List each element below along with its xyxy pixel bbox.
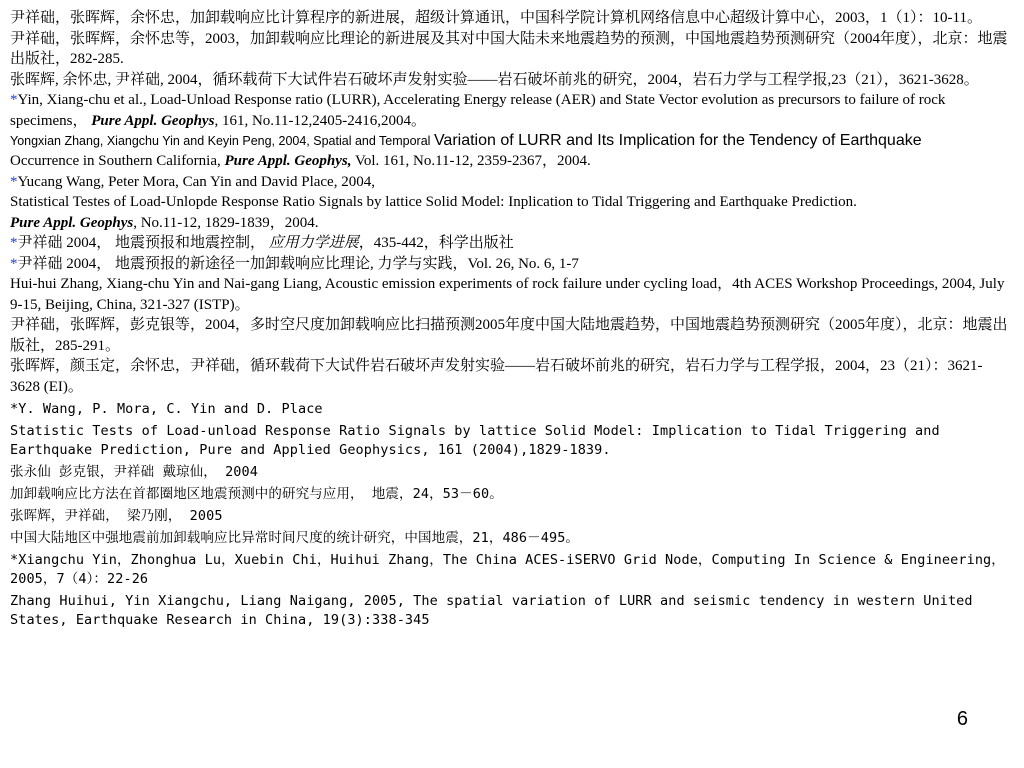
reference-title: Statistical Testes of Load-Unlopde Response Ratio Signals by lattice Solid Model: Inplication to Tidal Triggering and Earthquake Prediction.	[10, 194, 857, 210]
reference-item	[10, 422, 1010, 460]
reference-item	[10, 507, 1010, 526]
highlight-star: *	[10, 255, 18, 272]
reference-text: Hui-hui Zhang, Xiang-chu Yin and Nai-gang Liang, Acoustic emission experiments of rock failure under cycling load，4th ACES Workshop Proceedings, 2004, July 9-15, Beijing, China, 321-327 (ISTP)。	[10, 276, 1005, 313]
reference-text: Occurrence in Southern California,	[10, 153, 225, 169]
reference-text: Vol. 161, No.11-12, 2359-2367，2004.	[351, 153, 591, 169]
page-number: 6	[956, 708, 968, 730]
highlight-star: *	[10, 173, 18, 190]
reference-item	[10, 463, 1010, 482]
reference-text: 张晖辉, 余怀忠, 尹祥础, 2004，循环载荷下大试件岩石破坏声发射实验——岩石破坏前兆的研究，2004，岩石力学与工程学报,23（21），3621-3628。	[10, 71, 979, 88]
reference-authors: Yucang Wang, Peter Mora, Can Yin and David Place, 2004,	[17, 173, 375, 190]
reference-item	[10, 172, 1010, 193]
reference-item	[10, 485, 1010, 504]
reference-text: 尹祥础 2004， 地震预报和地震控制，	[17, 235, 269, 251]
journal-name: 应用力学进展	[268, 235, 359, 251]
reference-text: , 161, No.11-12,2405-2416,2004。	[214, 112, 426, 129]
reference-text: ，435-442，科学出版社	[358, 235, 514, 251]
reference-item	[10, 151, 1010, 172]
highlight-star: *	[10, 235, 18, 251]
reference-item	[10, 233, 1010, 254]
reference-item	[10, 29, 1010, 70]
reference-list	[10, 8, 1010, 630]
reference-item	[10, 356, 1010, 397]
reference-item	[10, 274, 1010, 315]
reference-item	[10, 192, 1010, 233]
reference-item	[10, 254, 1010, 275]
reference-text: 中国大陆地区中强地震前加卸载响应比异常时间尺度的统计研究，中国地震，21，486－495。	[10, 530, 580, 546]
reference-text: 尹祥础，张晖辉，余怀忠等，2003，加卸载响应比理论的新进展及其对中国大陆未来地震趋势的预测，中国地震趋势预测研究（2004年度），北京：地震出版社，282-285.	[10, 30, 1008, 67]
reference-item	[10, 131, 1010, 151]
reference-item	[10, 592, 1010, 630]
reference-authors: *Y. Wang, P. Mora, C. Yin and D. Place	[10, 401, 323, 417]
reference-item	[10, 315, 1010, 356]
reference-text: Statistic Tests of Load-unload Response Ratio Signals by lattice Solid Model: Implication to Tidal Triggering and Earthquake Prediction, Pure and Applied Geophysics, 161 (2004),1829-1839.	[10, 423, 940, 458]
highlight-star: *	[10, 92, 18, 108]
reference-text: Yin, Xiang-chu et al., Load-Unload Response ratio (LURR), Accelerating Energy release (AER) and State Vector evolution as precursors to failure of rock specimens，	[10, 92, 946, 129]
reference-text: 张晖辉，颜玉定，余怀忠，尹祥础，循环载荷下大试件岩石破坏声发射实验——岩石破坏前兆的研究，岩石力学与工程学报，2004，23（21）：3621-3628 (EI)。	[10, 358, 983, 395]
reference-item	[10, 400, 1010, 419]
reference-text: *Xiangchu Yin，Zhonghua Lu，Xuebin Chi，Huihui Zhang，The China ACES-iSERVO Grid Node，Computing In Science & Engineering，2005，7（4）：22-26	[10, 552, 1005, 587]
reference-item	[10, 529, 1010, 548]
reference-title: Variation of LURR and Its Implication for the Tendency of Earthquake	[433, 132, 922, 149]
reference-text: 尹祥础，张晖辉，彭克银等，2004，多时空尺度加卸载响应比扫描预测2005年度中国大陆地震趋势，中国地震趋势预测研究（2005年度），北京：地震出版社，285-291。	[10, 317, 1008, 354]
reference-authors: Yongxian Zhang, Xiangchu Yin and Keyin Peng, 2004, Spatial and Temporal	[10, 134, 434, 148]
reference-item	[10, 70, 1010, 91]
journal-name: Pure Appl. Geophys	[91, 112, 215, 129]
reference-text: 尹祥础 2004， 地震预报的新途径一加卸载响应比理论, 力学与实践，Vol. 26, No. 6, 1-7	[17, 255, 579, 272]
reference-item	[10, 8, 1010, 29]
reference-item	[10, 551, 1010, 589]
journal-name: Pure Appl. Geophys,	[224, 153, 352, 169]
reference-text: Zhang Huihui, Yin Xiangchu, Liang Naigang, 2005, The spatial variation of LURR and seismic tendency in western United States, Earthquake Research in China, 19(3):338-345	[10, 593, 973, 628]
reference-text: 尹祥础，张晖辉，余怀忠，加卸载响应比计算程序的新进展，超级计算通讯，中国科学院计算机网络信息中心超级计算中心，2003，1（1）：10-11。	[10, 10, 982, 26]
reference-authors: 张晖辉，尹祥础， 梁乃刚， 2005	[10, 508, 223, 524]
journal-name: Pure Appl. Geophys	[10, 214, 134, 231]
reference-text: , No.11-12, 1829-1839，2004.	[133, 214, 319, 231]
reference-authors: 张永仙 彭克银，尹祥础 戴琼仙， 2004	[10, 464, 258, 480]
reference-item	[10, 90, 1010, 131]
reference-text: 加卸载响应比方法在首都圈地区地震预测中的研究与应用， 地震，24，53－60。	[10, 486, 503, 502]
